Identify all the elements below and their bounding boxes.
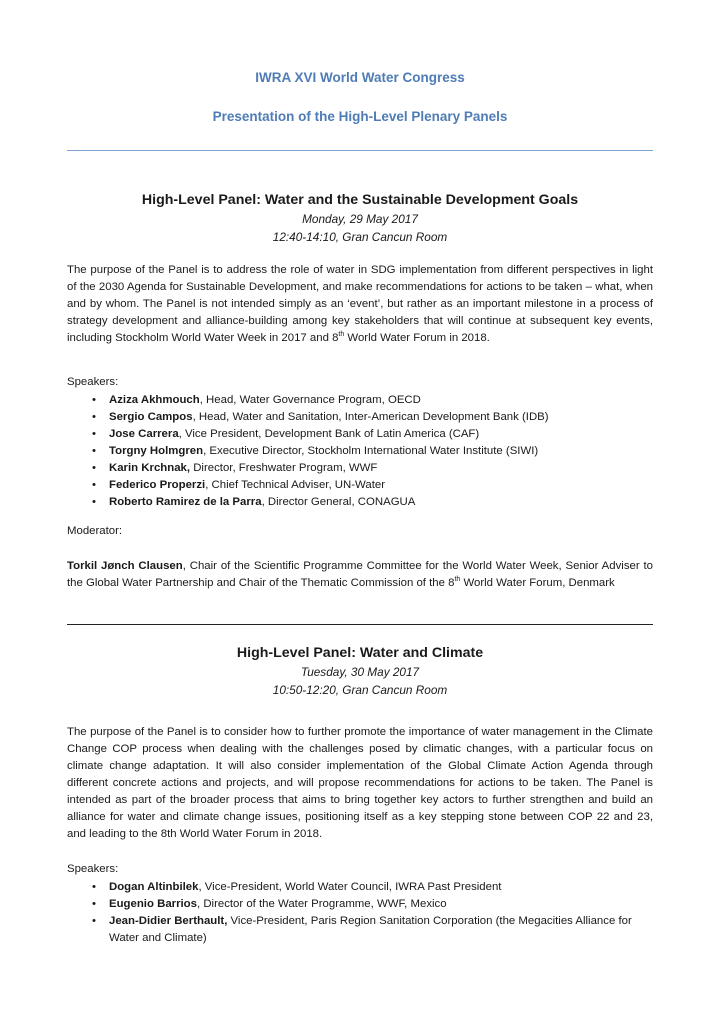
speaker-item [67, 477, 653, 494]
header-divider [67, 150, 653, 151]
panel-date: Tuesday, 30 May 2017 [300, 665, 420, 679]
panel-title: High-Level Panel: Water and Climate [236, 645, 484, 661]
panel-climate [67, 643, 653, 699]
bullet-icon: • [92, 898, 96, 910]
speaker-name: Aziza Akhmouch [109, 394, 200, 406]
speakers-label: Speakers: [67, 863, 119, 875]
speaker-item [67, 392, 653, 409]
speaker-item [67, 494, 653, 511]
panel-date: Monday, 29 May 2017 [302, 212, 418, 226]
speaker-list [67, 879, 653, 947]
panel-climate-speakers [67, 861, 653, 947]
speaker-role: , Director General, CONAGUA [261, 496, 416, 508]
panel-time-room: 12:40-14:10, Gran Cancun Room [272, 230, 448, 244]
speaker-role: , Director of the Water Programme, WWF, Mexico [196, 898, 447, 910]
speaker-item [67, 460, 653, 477]
speaker-role: Director, Freshwater Program, WWF [190, 462, 378, 474]
moderator-label: Moderator: [67, 525, 123, 537]
speaker-name: Roberto Ramirez de la Parra [109, 496, 262, 508]
panel-time-room: 10:50-12:20, Gran Cancun Room [272, 683, 448, 697]
bullet-icon: • [92, 445, 96, 457]
ordinal-suffix: th [338, 331, 345, 338]
speaker-role: , Head, Water Governance Program, OECD [199, 394, 421, 406]
panel-sdg [67, 190, 653, 246]
panel-title: High-Level Panel: Water and the Sustainable Development Goals [141, 192, 579, 208]
speaker-role: , Vice President, Development Bank of Latin America (CAF) [178, 428, 480, 440]
speaker-name: Federico Properzi [109, 479, 206, 491]
moderator-name: Torkil Jønch Clausen [67, 560, 183, 572]
speaker-name: Jose Carrera [109, 428, 179, 440]
speaker-item [67, 879, 653, 896]
ordinal-suffix: th [454, 576, 461, 583]
purpose-text: The purpose of the Panel is to address the role of water in SDG implementation from different perspectives in light of the 2030 Agenda for Sustainable Development, and make recommendations for actions to be taken – what, when and by whom. The Panel is not intended simply as an ‘event’, but rather as an important milestone in a process of strategy development and alliance-building among key stakeholders that will continue at subsequent key events, including Stockholm World Water Week in 2017 and 8 [67, 264, 653, 344]
bullet-icon: • [92, 479, 96, 491]
moderator-text: , Chair of the Scientific Programme Committee for the World Water Week, Senior Adviser to the Global Water Partnership and Chair of the Thematic Commission of the 8 [67, 560, 653, 589]
speaker-name: Sergio Campos [109, 411, 193, 423]
speaker-role: , Chief Technical Adviser, UN-Water [205, 479, 386, 491]
speaker-item [67, 443, 653, 460]
congress-title: IWRA XVI World Water Congress [255, 70, 465, 85]
speaker-item [67, 913, 653, 947]
speaker-item [67, 896, 653, 913]
moderator-block [67, 558, 653, 592]
bullet-icon: • [92, 881, 96, 893]
speaker-role: Vice-President, Paris Region Sanitation Corporation (the Megacities Alliance for Water and Climate) [109, 915, 632, 944]
speaker-name: Torgny Holmgren [109, 445, 204, 457]
moderator-label-block [67, 523, 653, 540]
bullet-icon: • [92, 394, 96, 406]
speaker-role: , Vice-President, World Water Council, IWRA Past President [198, 881, 502, 893]
speaker-name: Eugenio Barrios [109, 898, 197, 910]
bullet-icon: • [92, 428, 96, 440]
speaker-name: Dogan Altinbilek [109, 881, 199, 893]
moderator-text-end: World Water Forum, Denmark [460, 577, 615, 589]
bullet-icon: • [92, 462, 96, 474]
speaker-role: , Head, Water and Sanitation, Inter-American Development Bank (IDB) [192, 411, 549, 423]
section-divider [67, 624, 653, 625]
speaker-item [67, 426, 653, 443]
bullet-icon: • [92, 915, 96, 927]
speaker-item [67, 409, 653, 426]
speakers-label: Speakers: [67, 376, 119, 388]
purpose-text: The purpose of the Panel is to consider how to further promote the importance of water management in the Climate Change COP process when dealing with the challenges posed by climatic changes, with a particular focus on climate change adaptation. It will also consider implementation of the Global Climate Action Agenda through different concrete actions and projects, and will propose recommendations for actions to be taken. The Panel is intended as part of the broader process that aims to bring together key actors to further strengthen and build an alliance for water and climate change issues, positioning itself as a key stepping stone between COP 22 and 23, and leading to the 8th World Water Forum in 2018. [67, 726, 653, 840]
purpose-text-end: World Water Forum in 2018. [344, 332, 490, 344]
panel-sdg-speakers [67, 374, 653, 511]
document-subtitle: Presentation of the High-Level Plenary Panels [212, 109, 508, 124]
speaker-name: Jean-Didier Berthault, [109, 915, 228, 927]
panel-sdg-purpose [67, 262, 653, 347]
panel-climate-purpose [67, 724, 653, 843]
speaker-role: , Executive Director, Stockholm International Water Institute (SIWI) [203, 445, 539, 457]
speaker-name: Karin Krchnak, [109, 462, 191, 474]
bullet-icon: • [92, 411, 96, 423]
speaker-list [67, 392, 653, 511]
bullet-icon: • [92, 496, 96, 508]
